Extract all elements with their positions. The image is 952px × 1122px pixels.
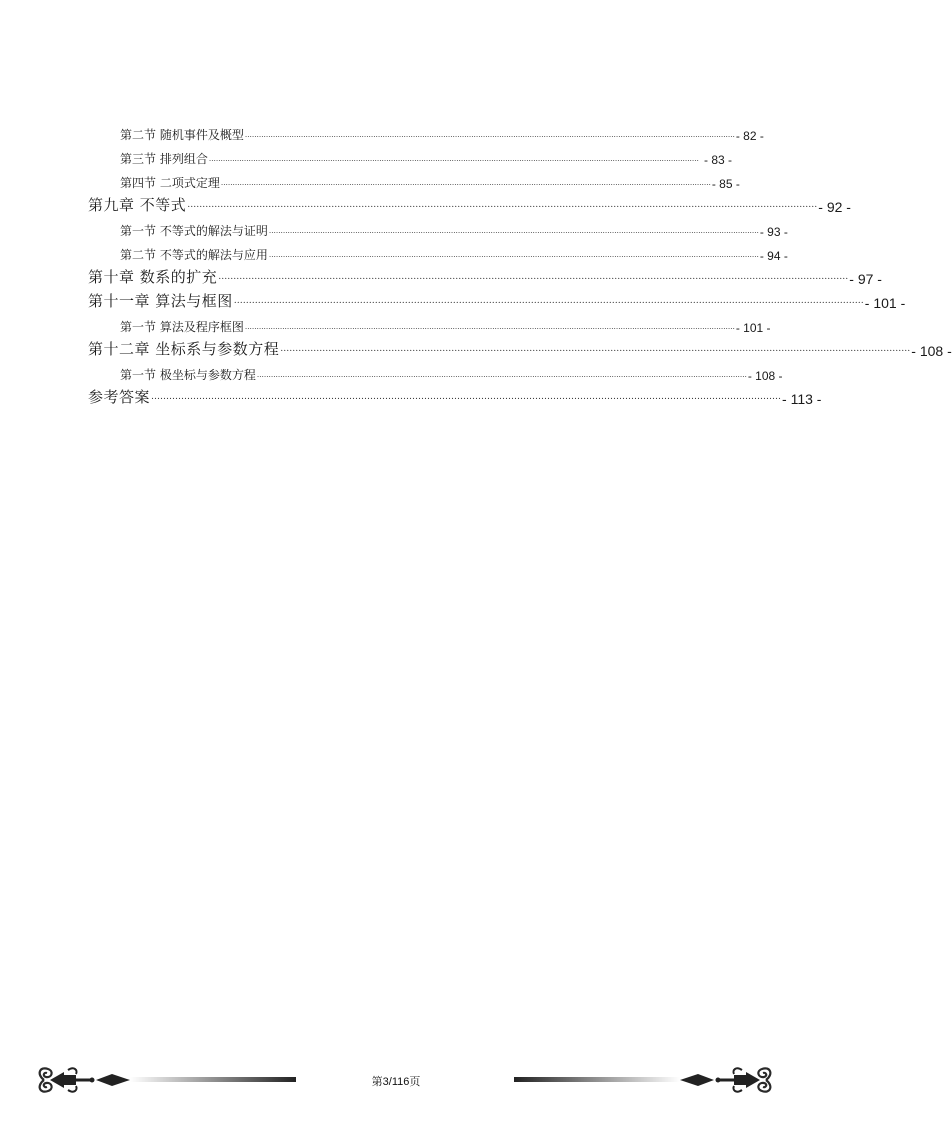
toc-entry-page: - 101 -	[864, 295, 906, 311]
toc-entry[interactable]	[88, 143, 732, 167]
dot-leader: …………………………………………………………………………………………………………………………………………………………………………………………	[244, 131, 735, 139]
dot-leader: …………………………………………………………………………………………………………………………………………………………………………………………	[268, 251, 759, 259]
toc-entry[interactable]	[88, 287, 906, 311]
toc-entry-page: - 92 -	[818, 199, 851, 215]
dot-leader: …………………………………………………………………………………………………………………………………………………………………………………………	[151, 392, 782, 402]
toc-entry[interactable]	[88, 359, 783, 383]
toc-entry-label: 第二节 随机事件及概型	[120, 128, 244, 142]
dot-leader: …………………………………………………………………………………………………………………………………………………………………………………………	[208, 155, 699, 163]
toc-entry[interactable]	[88, 215, 788, 239]
toc-entry-label: 第二节 不等式的解法与应用	[120, 248, 268, 262]
toc-entry-page: - 113 -	[782, 391, 822, 407]
dot-leader: …………………………………………………………………………………………………………………………………………………………………………………………	[220, 179, 711, 187]
toc-entry[interactable]	[88, 119, 764, 143]
page-footer	[0, 1060, 793, 1100]
dot-leader: …………………………………………………………………………………………………………………………………………………………………………………………	[244, 323, 735, 331]
table-of-contents	[88, 119, 952, 407]
toc-entry[interactable]	[88, 311, 771, 335]
toc-entry-page: - 101 -	[735, 321, 771, 335]
toc-entry-label: 第十章 数系的扩充	[88, 268, 218, 286]
toc-entry-page: - 97 -	[849, 271, 882, 287]
page-number: 第3/116页	[371, 1076, 421, 1088]
toc-entry[interactable]	[88, 239, 788, 263]
toc-entry[interactable]	[88, 383, 822, 407]
toc-entry-label: 参考答案	[88, 388, 151, 406]
toc-entry-label: 第一节 算法及程序框图	[120, 320, 244, 334]
toc-entry-label: 第四节 二项式定理	[120, 176, 220, 190]
dot-leader: …………………………………………………………………………………………………………………………………………………………………………………………	[268, 227, 759, 235]
toc-entry-page: - 108 -	[911, 343, 952, 359]
dot-leader: …………………………………………………………………………………………………………………………………………………………………………………………	[187, 200, 818, 210]
toc-entry-page: - 93 -	[759, 225, 788, 239]
toc-entry[interactable]	[88, 335, 952, 359]
toc-entry[interactable]	[88, 191, 851, 215]
toc-entry-label: 第三节 排列组合	[120, 152, 208, 166]
flourish-ornament-icon	[510, 1060, 780, 1100]
toc-entry[interactable]	[88, 263, 882, 287]
toc-entry-label: 第一节 极坐标与参数方程	[120, 368, 256, 382]
dot-leader: …………………………………………………………………………………………………………………………………………………………………………………………	[233, 296, 864, 306]
toc-entry-page: - 94 -	[759, 249, 788, 263]
flourish-ornament-icon	[30, 1060, 300, 1100]
toc-entry-label: 第一节 不等式的解法与证明	[120, 224, 268, 238]
dot-leader: …………………………………………………………………………………………………………………………………………………………………………………………	[280, 344, 911, 354]
dot-leader: …………………………………………………………………………………………………………………………………………………………………………………………	[218, 272, 849, 282]
toc-entry-page: - 82 -	[735, 129, 764, 143]
dot-leader: …………………………………………………………………………………………………………………………………………………………………………………………	[256, 371, 747, 379]
toc-entry-page: - 85 -	[711, 177, 740, 191]
toc-entry-page: - 83 -	[703, 153, 732, 167]
toc-entry-label: 第九章 不等式	[88, 196, 187, 214]
toc-entry[interactable]	[88, 167, 740, 191]
toc-entry-label: 第十一章 算法与框图	[88, 292, 233, 310]
toc-entry-label: 第十二章 坐标系与参数方程	[88, 340, 280, 358]
toc-entry-page: - 108 -	[747, 369, 783, 383]
